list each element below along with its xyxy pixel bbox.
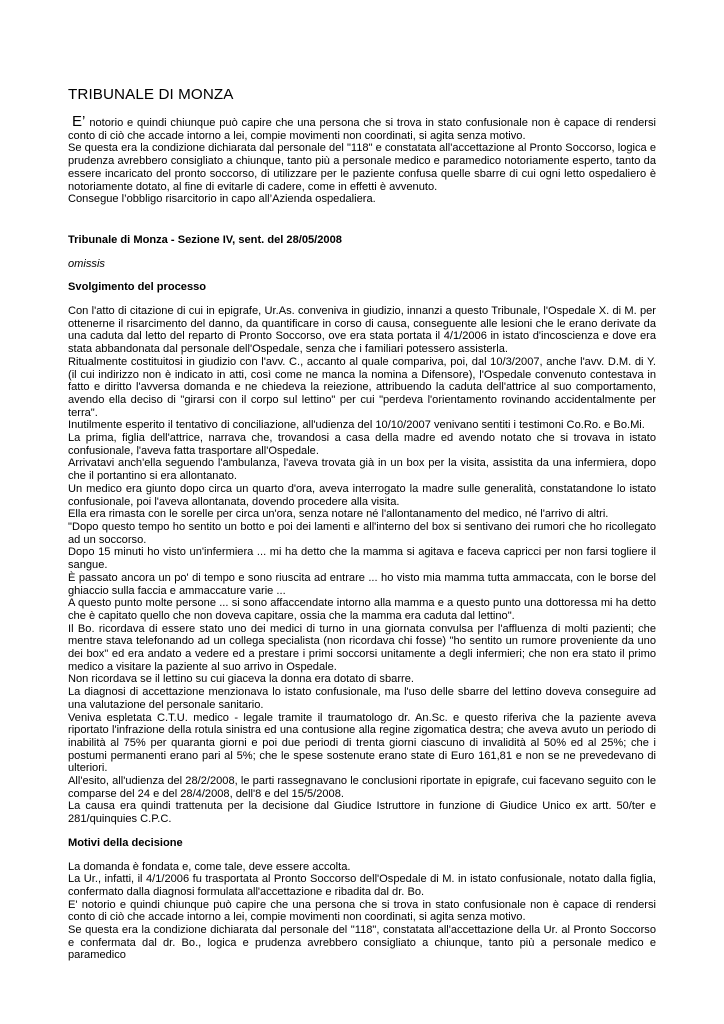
court-heading: Tribunale di Monza - Sezione IV, sent. del 28/05/2008 [68, 233, 342, 246]
section2-paragraph: E' notorio e quindi chiunque può capire che una persona che si trova in stato confusionale non è capace di rendersi conto di ciò che accade intorno a lei, compie movimenti non coordinati, si agita senza motivo. [68, 898, 656, 924]
document-title: TRIBUNALE DI MONZA [68, 86, 234, 103]
section1-paragraph: All'esito, all'udienza del 28/2/2008, le parti rassegnavano le conclusioni riportate in epigrafe, cui facevano seguito con le comparse del 24 e del 28/4/2008, dell'8 e del 15/5/2008. [68, 775, 656, 800]
section1-paragraph: Ritualmente costituitosi in giudizio con l'avv. C., accanto al quale compariva, poi, dal 10/3/2007, anche l'avv. D.M. di Y. (il cui indirizzo non è indicato in atti, così come ne manca la nomina a Difensore), l'Ospedale convenuto contestava in fatto e diritto l'avversa domanda e ne chiedeva la reiezione, attribuendo la caduta dell'attrice al suo comportamento, avendo ella deciso di "girarsi con il corpo sul lettino" per cui "perdeva l'orientamento rovinando accidentalmente per terra". [68, 355, 656, 419]
intro-first-line-text: notorio e quindi chiunque può capire che una persona che si trova in stato confusionale non è capace di rendersi conto di ciò che accade intorno a lei, compie movimenti non coordinati, si agita senza motivo. [68, 117, 656, 142]
section1-paragraph: La prima, figlia dell'attrice, narrava che, trovandosi a casa della madre ed avendo notato che si trovava in istato confusionale, l'aveva fatta trasportare all'Ospedale. [68, 432, 656, 457]
section2-paragraph: La domanda è fondata e, come tale, deve essere accolta. [68, 860, 351, 873]
section1-paragraph: "Dopo questo tempo ho sentito un botto e poi dei lamenti e all'interno del box si sentivano dei rumori che ho ricollegato ad un soccorso. [68, 520, 656, 546]
section2-paragraph: La Ur., infatti, il 4/1/2006 fu trasportata al Pronto Soccorso dell'Ospedale di M. in istato confusionale, notato dalla figlia, confermato dalla diagnosi formulata all'accettazione e ribadita dal dr. Bo. [68, 873, 656, 898]
intro-first-paragraph [68, 113, 656, 142]
section1-paragraph: È passato ancora un po' di tempo e sono riuscita ad entrare ... ho visto mia mamma tutta ammaccata, con le borse del ghiaccio sulla faccia e ammaccature varie ... [68, 571, 656, 597]
section1-paragraph: Un medico era giunto dopo circa un quarto d'ora, aveva interrogato la madre sulle generalità, constatandone lo istato confusionale, poi l'aveva allontanata, dovendo procedere alla visita. [68, 482, 656, 508]
section2-paragraph: Se questa era la condizione dichiarata dal personale del "118", constatata all'accettazione della Ur. al Pronto Soccorso e confermata dal dr. Bo., logica e prudenza avrebbero consigliato a chiunque, tanto più a personale medico e paramedico [68, 924, 656, 962]
section1-paragraph: Ella era rimasta con le sorelle per circa un'ora, senza notare né l'allontanamento del medico, né l'arrivo di altri. [68, 508, 609, 521]
section-heading-motivi: Motivi della decisione [68, 836, 183, 849]
section1-paragraph: Dopo 15 minuti ho visto un'infermiera ... mi ha detto che la mamma si agitava e faceva capricci per non farsi togliere il sangue. [68, 546, 656, 572]
section1-paragraph: Il Bo. ricordava di essere stato uno dei medici di turno in una giornata convulsa per l'affluenza di molti pazienti; che mentre stava telefonando ad un collega specialista (non ricordava chi fosse) "ho sentito un rumore proveniente da uno dei box" ed era andato a vedere ed a prestare i primi soccorsi unitamente a degli infermieri; che non era stato il primo medico a visitare la paziente al suo arrivo in Ospedale. [68, 622, 656, 673]
section1-paragraph: Inutilmente esperito il tentativo di conciliazione, all'udienza del 10/10/2007 venivano sentiti i testimoni Co.Ro. e Bo.Mi. [68, 419, 645, 432]
section1-paragraph: Con l'atto di citazione di cui in epigrafe, Ur.As. conveniva in giudizio, innanzi a questo Tribunale, l'Ospedale X. di M. per ottenerne il risarcimento del danno, da quantificare in corso di causa, conseguente alle lesioni che le erano derivate da una caduta dal letto del reparto di Pronto Soccorso, ove era stata portata il 4/1/2006 in istato d'incoscienza e dove era stata abbandonata dal personale dell'Ospedale, senza che i familiari potessero assisterla. [68, 305, 656, 356]
section1-paragraph: Veniva espletata C.T.U. medico - legale tramite il traumatologo dr. An.Sc. e questo riferiva che la paziente aveva riportato l'infrazione della rotula sinistra ed una contusione alla regine zigomatica destra; che aveva avuto un periodo di inabilità al 75% per quaranta giorni e poi due periodi di trenta giorni ciascuno di invalidità al 50% ed al 25%; che i postumi permanenti erano pari al 5%; che le spese sostenute erano state di Euro 161,81 e non se ne prevedevano di ulteriori. [68, 711, 656, 775]
section-heading-svolgimento: Svolgimento del processo [68, 281, 207, 294]
section1-paragraph: Non ricordava se il lettino su cui giaceva la donna era dotato di sbarre. [68, 673, 414, 686]
omissis-text: omissis [68, 257, 105, 270]
section1-paragraph: La causa era quindi trattenuta per la decisione dal Giudice Istruttore in funzione di Giudice Unico ex artt. 50/ter e 281/quinquies C.P.C. [68, 800, 656, 826]
intro-paragraph: Se questa era la condizione dichiarata dal personale del "118" e constatata all'accettazione al Pronto Soccorso, logica e prudenza avrebbero consigliato a chiunque, tanto più a personale medico e paramedico notoriamente esperto, tanto da essere incaricato del pronto soccorso, di utilizzare per le paziente confusa quelle sbarre di cui ogni letto ospedaliero è notoriamente dotato, al fine di evitarle di cadere, come in effetti è avvenuto. [68, 142, 656, 193]
intro-big-letter: E’ [72, 113, 86, 130]
section1-paragraph: Arrivatavi anch'ella seguendo l'ambulanza, l'aveva trovata già in un box per la visita, assistita da una infermiera, dopo che il portantino si era allontanato. [68, 457, 656, 483]
intro-paragraph: Consegue l’obbligo risarcitorio in capo all’Azienda ospedaliera. [68, 193, 376, 206]
section1-paragraph: La diagnosi di accettazione menzionava lo istato confusionale, ma l'uso delle sbarre del lettino doveva conseguire ad una valutazione del personale sanitario. [68, 686, 656, 711]
section1-paragraph: A questo punto molte persone ... si sono affaccendate intorno alla mamma e a questo punto una dottoressa mi ha detto che è capitato quello che non doveva capitare, ossia che la mamma era caduta dal lettino". [68, 597, 656, 622]
document-body [68, 86, 656, 962]
